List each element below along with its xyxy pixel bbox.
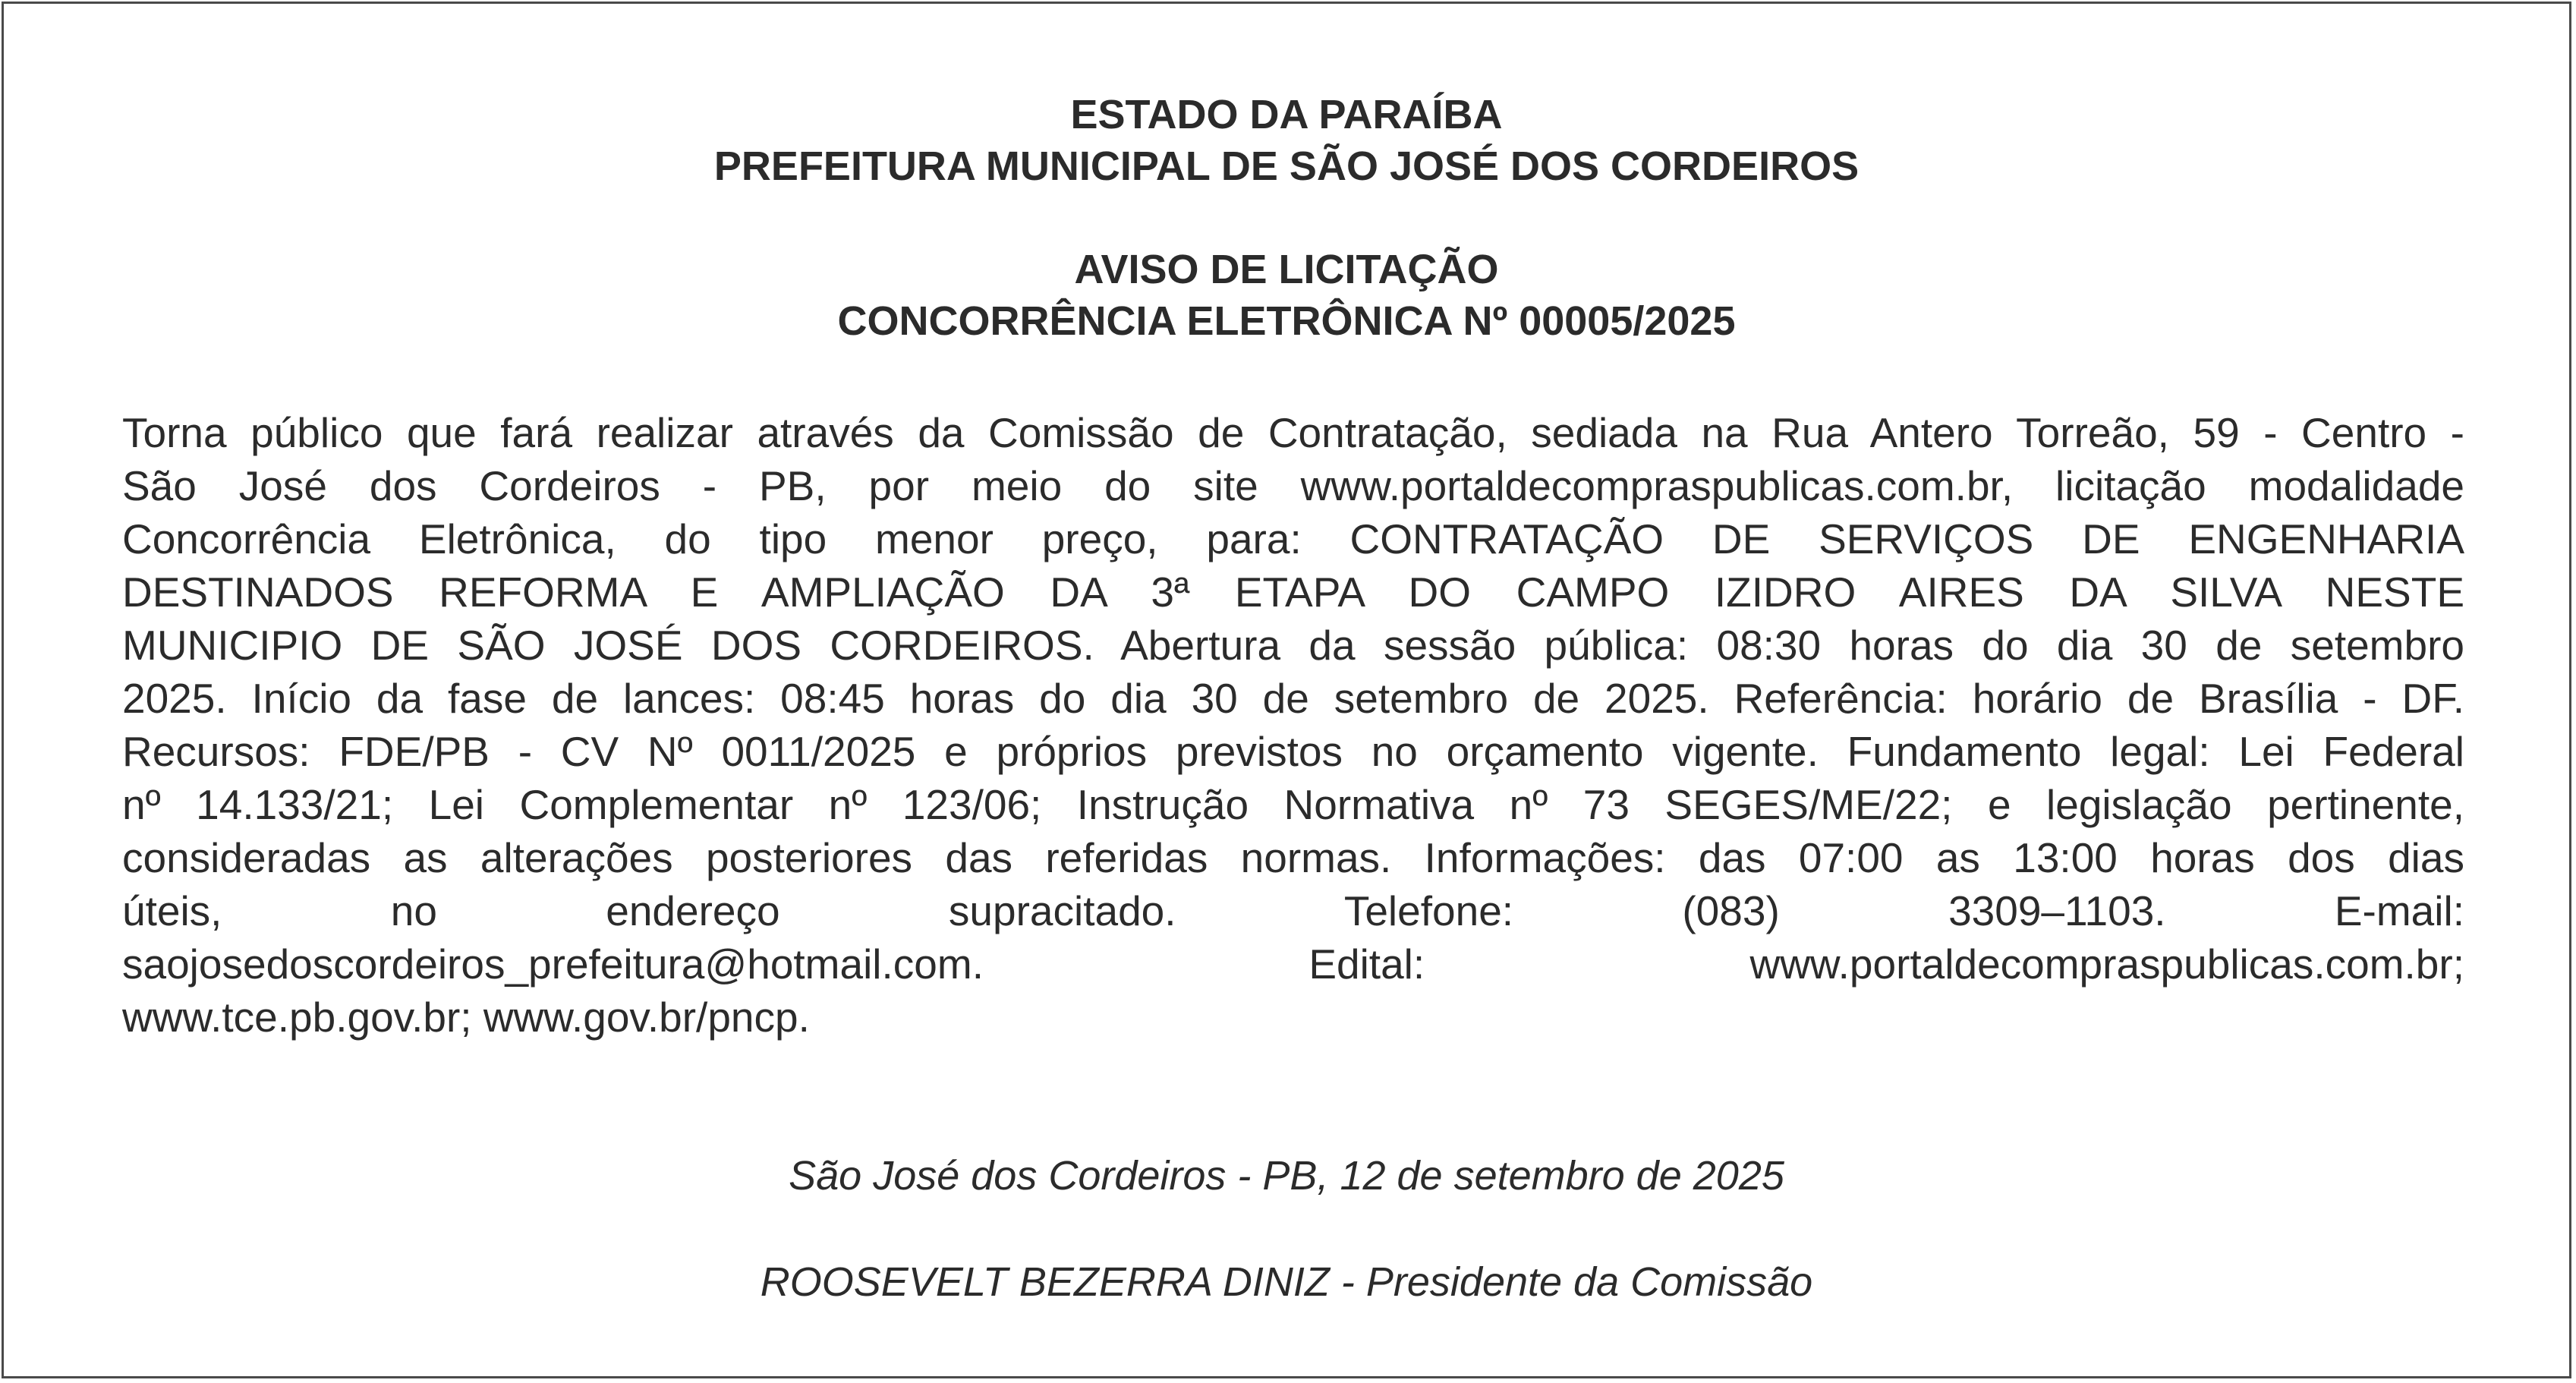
notice-body [122, 406, 2464, 1044]
body-line: consideradas as alterações posteriores das referidas normas. Informações: das 07:00 as 13:00 horas dos dias [122, 834, 2464, 881]
body-line: DESTINADOS REFORMA E AMPLIAÇÃO DA 3ª ETAPA DO CAMPO IZIDRO AIRES DA SILVA NESTE [122, 569, 2464, 616]
body-line: MUNICIPIO DE SÃO JOSÉ DOS CORDEIROS. Abertura da sessão pública: 08:30 horas do dia 30 de setembro [122, 622, 2464, 669]
place-date: São José dos Cordeiros - PB, 12 de setembro de 2025 [789, 1153, 1784, 1199]
body-line: Torna público que fará realizar através da Comissão de Contratação, sediada na Rua Antero Torreão, 59 - Centro - [122, 409, 2464, 456]
municipality-name: PREFEITURA MUNICIPAL DE SÃO JOSÉ DOS CORDEIROS [713, 143, 1860, 189]
body-line: saojosedoscordeiros_prefeitura@hotmail.com. Edital: www.portaldecompraspublicas.com.br; [122, 940, 2464, 988]
body-line: Concorrência Eletrônica, do tipo menor preço, para: CONTRATAÇÃO DE SERVIÇOS DE ENGENHARIA [122, 515, 2464, 562]
state-name: ESTADO DA PARAÍBA [1070, 92, 1503, 137]
signer-name: ROOSEVELT BEZERRA DINIZ - Presidente da Comissão [760, 1259, 1813, 1305]
procurement-number: CONCORRÊNCIA ELETRÔNICA Nº 00005/2025 [837, 298, 1736, 344]
header [4, 89, 2569, 192]
body-line: úteis, no endereço supracitado. Telefone: (083) 3309–1103. E-mail: [122, 887, 2464, 934]
body-line: nº 14.133/21; Lei Complementar nº 123/06; Instrução Normativa nº 73 SEGES/ME/22; e legislação pertinente, [122, 781, 2464, 828]
body-line: Recursos: FDE/PB - CV Nº 0011/2025 e próprios previstos no orçamento vigente. Fundamento legal: Lei Federal [122, 728, 2464, 775]
notice-frame [2, 2, 2571, 1378]
body-line: www.tce.pb.gov.br; www.gov.br/pncp. [122, 994, 810, 1041]
notice-type: AVISO DE LICITAÇÃO [1074, 247, 1499, 292]
notice-title [4, 244, 2569, 347]
body-line: São José dos Cordeiros - PB, por meio do site www.portaldecompraspublicas.com.br, licitação modalidade [122, 462, 2464, 509]
body-line: 2025. Início da fase de lances: 08:45 horas do dia 30 de setembro de 2025. Referência: horário de Brasília - DF. [122, 675, 2464, 722]
